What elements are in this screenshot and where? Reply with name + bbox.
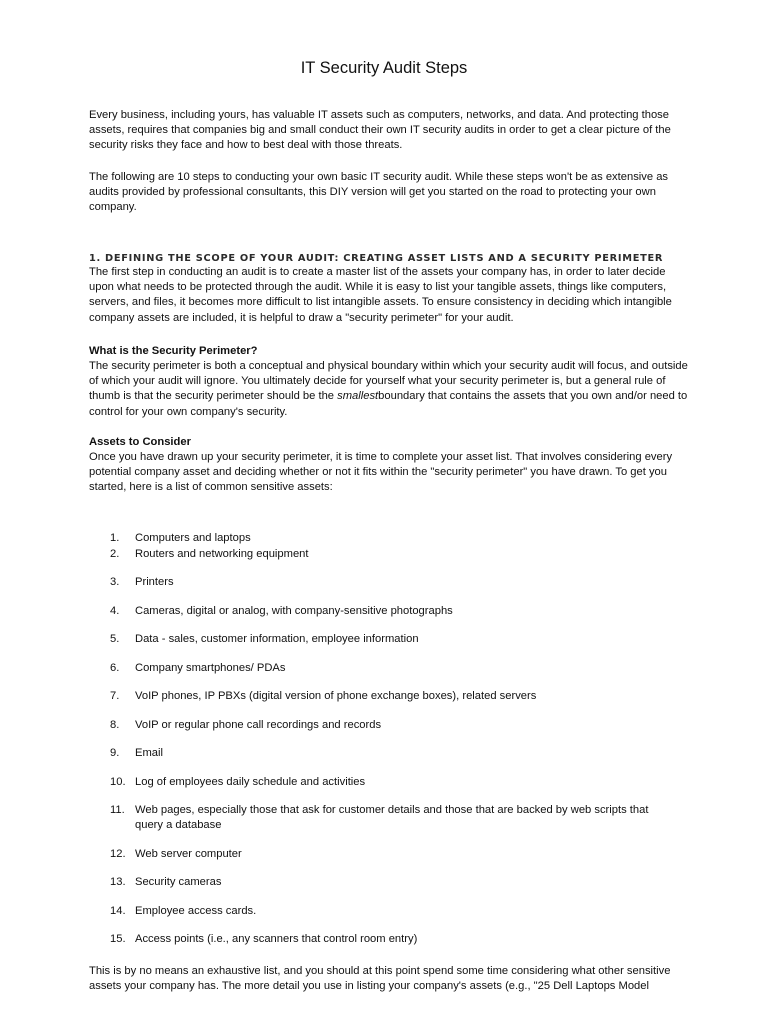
assets-heading: Assets to Consider: [89, 436, 191, 448]
perimeter-body: [89, 359, 694, 420]
list-item-text: Company smartphones/ PDAs: [135, 662, 286, 674]
list-item-number: 8.: [110, 719, 120, 731]
list-item-number: 3.: [110, 576, 120, 588]
list-item-number: 7.: [110, 690, 120, 702]
section-body: The first step in conducting an audit is to create a master list of the assets your company has, in order to later decide upon what needs to be protected through the audit. While it is easy to list your tangible assets, things like computers, servers, and files, it becomes more difficult to list intangible assets. To ensure consistency in deciding which intangible company assets are included, it is helpful to draw a "security perimeter" for your audit.: [89, 266, 672, 324]
page-title: IT Security Audit Steps: [300, 59, 468, 77]
section-heading: 1. DEFINING THE SCOPE OF YOUR AUDIT: CREATING ASSET LISTS AND A SECURITY PERIMETER: [89, 253, 664, 264]
list-item-number: 9.: [110, 747, 120, 759]
intro-paragraph-1: Every business, including yours, has valuable IT assets such as computers, networks, and data. And protecting those assets, requires that companies big and small conduct their own IT security audits in order to get a clear picture of the security risks they face and how to best deal with those threats.: [89, 109, 671, 152]
list-item-number: 2.: [110, 548, 120, 560]
list-item-text: Web server computer: [135, 848, 242, 860]
list-item-text: Access points (i.e., any scanners that control room entry): [135, 933, 418, 945]
list-item-number: 10.: [110, 776, 126, 788]
list-item-text: Employee access cards.: [135, 905, 257, 917]
list-item-text: Computers and laptops: [135, 532, 251, 544]
perimeter-heading: What is the Security Perimeter?: [89, 345, 258, 357]
list-item-text: Routers and networking equipment: [135, 548, 309, 560]
list-item-number: 11.: [110, 804, 125, 816]
list-item-text: Web pages, especially those that ask for customer details and those that are backed by web scripts that query a database: [135, 804, 649, 832]
list-item-text: Security cameras: [135, 876, 222, 888]
list-item-number: 4.: [110, 605, 120, 617]
perimeter-body-text-a: The security perimeter is both a conceptual and physical boundary within which your security audit will focus, and outside of which your audit will ignore. You ultimately decide for yourself what your security perimeter is, but a general rule of thumb is that the security perimeter should be the: [89, 360, 688, 403]
list-item-text: Data - sales, customer information, employee information: [135, 633, 419, 645]
list-item-number: 6.: [110, 662, 120, 674]
list-item-text: Printers: [135, 576, 174, 588]
list-item-number: 1.: [110, 532, 120, 544]
list-item-number: 15.: [110, 933, 126, 945]
list-item-number: 14.: [110, 905, 126, 917]
perimeter-body-text-b: boundary that contains the assets that you own and/or need to control for your own company's security.: [89, 390, 688, 418]
perimeter-emphasis: smallest: [337, 390, 379, 403]
list-item-text: Email: [135, 747, 163, 759]
intro-paragraph-2: The following are 10 steps to conducting your own basic IT security audit. While these steps won't be as extensive as audits provided by professional consultants, this DIY version will get you started on the road to protecting your own company.: [89, 171, 669, 214]
list-item-text: Log of employees daily schedule and activities: [135, 776, 366, 788]
list-item-number: 5.: [110, 633, 120, 645]
list-item-text: VoIP or regular phone call recordings and records: [135, 719, 382, 731]
list-item-text: VoIP phones, IP PBXs (digital version of phone exchange boxes), related servers: [135, 690, 537, 702]
list-item-number: 12.: [110, 848, 126, 860]
list-item-number: 13.: [110, 876, 126, 888]
list-item-text: Cameras, digital or analog, with company-sensitive photographs: [135, 605, 453, 617]
assets-body: Once you have drawn up your security perimeter, it is time to complete your asset list. That involves considering every potential company asset and deciding whether or not it fits within the "security perimeter" you have drawn. To get you started, here is a list of common sensitive assets:: [89, 451, 673, 494]
closing-paragraph: This is by no means an exhaustive list, and you should at this point spend some time considering what other sensitive assets your company has. The more detail you use in listing your company's assets (e.g., "25 Dell Laptops Model: [89, 965, 671, 993]
